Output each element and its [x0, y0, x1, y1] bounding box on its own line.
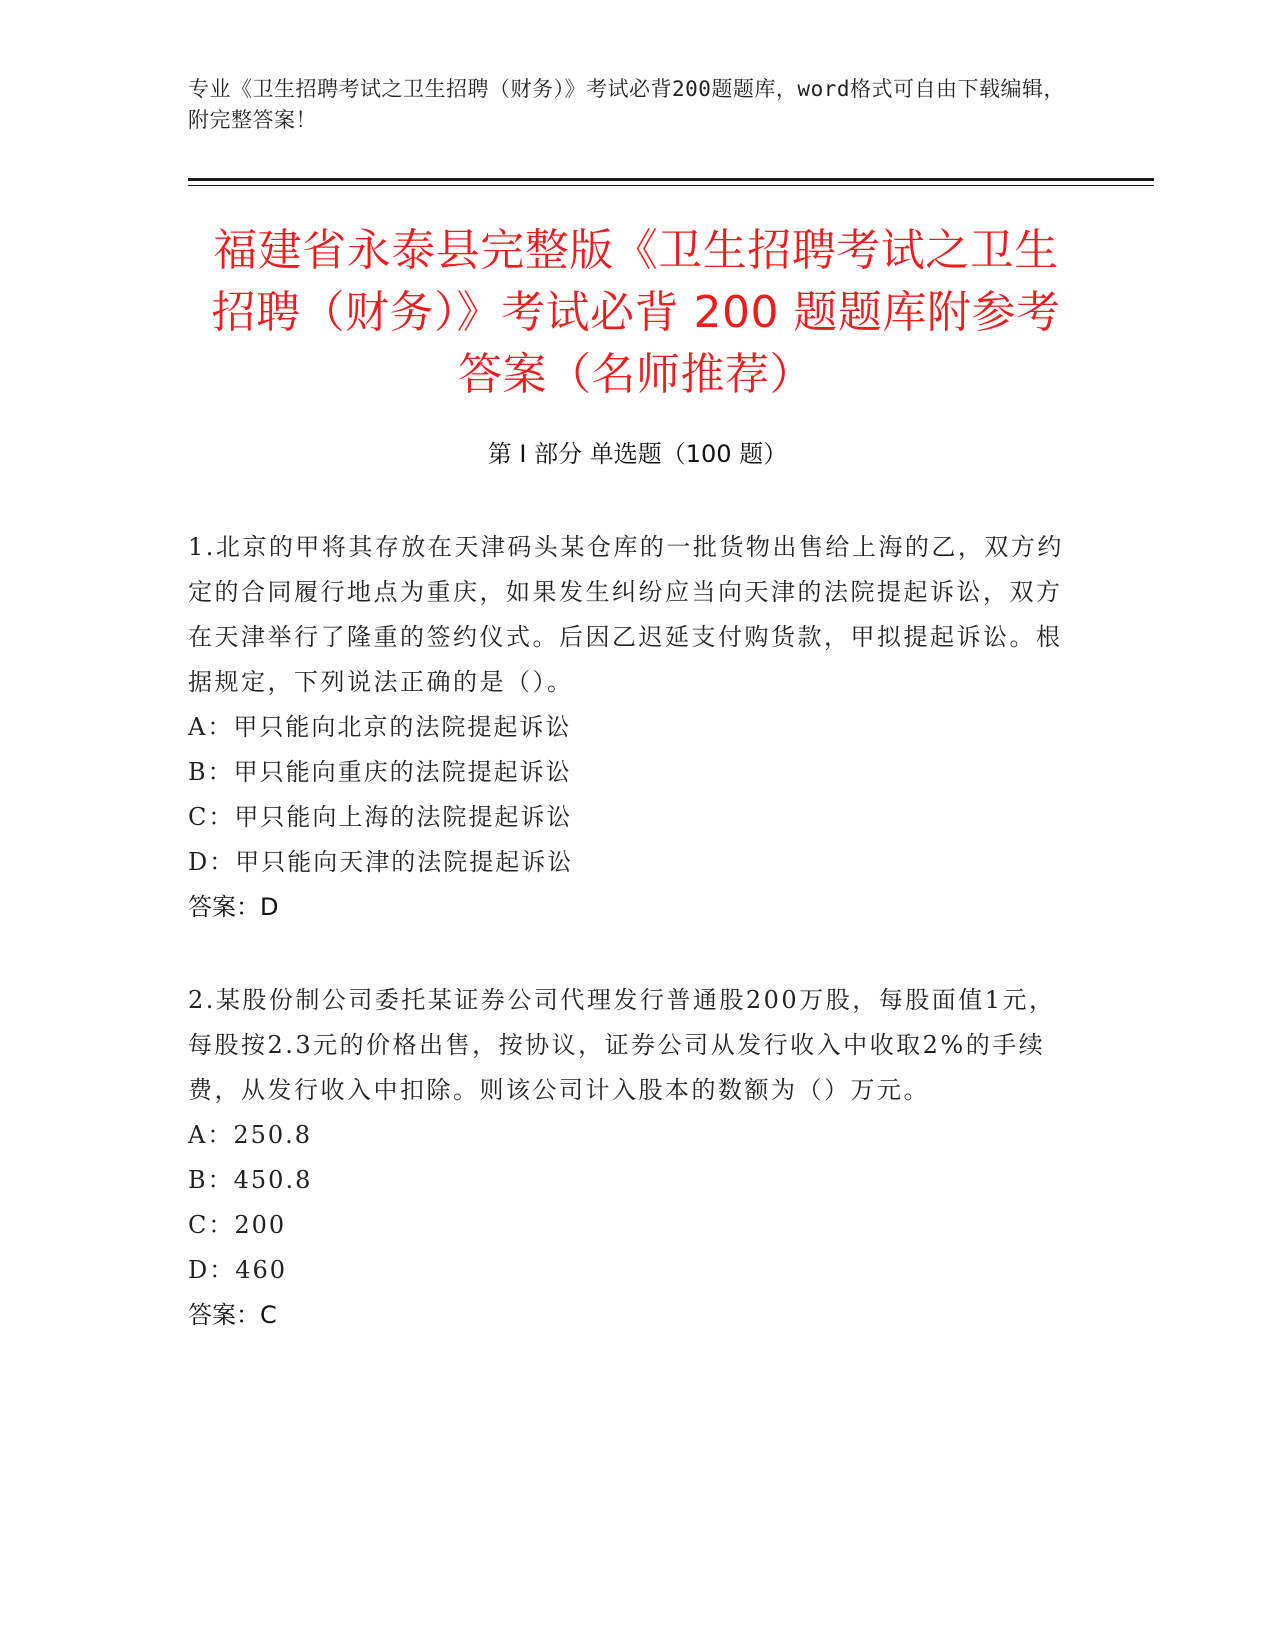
option-b: B：450.8 — [188, 1166, 313, 1194]
header-rule-thin — [188, 185, 1154, 186]
option-b: B：甲只能向重庆的法院提起诉讼 — [188, 758, 572, 786]
option-d: D：甲只能向天津的法院提起诉讼 — [188, 848, 574, 876]
question-stem: 1.北京的甲将其存放在天津码头某仓库的一批货物出售给上海的乙，双方约定的合同履行地点为重庆，如果发生纠纷应当向天津的法院提起诉讼，双方在天津举行了隆重的签约仪式。后因乙迟延支付购货款，甲拟提起诉讼。根据规定，下列说法正确的是（）。 — [188, 533, 1064, 696]
option-a: A：甲只能向北京的法院提起诉讼 — [188, 713, 572, 741]
question-1 — [188, 525, 1068, 930]
option-d: D：460 — [188, 1256, 288, 1284]
answer: 答案：C — [188, 1301, 277, 1329]
option-a: A：250.8 — [188, 1121, 313, 1149]
section-heading: 第 I 部分 单选题（100 题） — [487, 440, 788, 468]
document-title — [196, 220, 1076, 406]
option-c: C：甲只能向上海的法院提起诉讼 — [188, 803, 573, 831]
title-line-2: 招聘（财务）》考试必背 200 题题库附参考 — [211, 287, 1061, 338]
question-2 — [188, 978, 1068, 1338]
question-stem: 2.某股份制公司委托某证券公司代理发行普通股200万股，每股面值1元，每股按2.3元的价格出售，按协议，证券公司从发行收入中收取2%的手续费，从发行收入中扣除。则该公司计入股本的数额为（）万元。 — [188, 986, 1056, 1104]
title-line-3: 答案（名师推荐） — [458, 349, 814, 400]
option-c: C：200 — [188, 1211, 287, 1239]
answer: 答案：D — [188, 893, 279, 921]
header-note: 专业《卫生招聘考试之卫生招聘（财务）》考试必背200题题库，word格式可自由下载编辑，附完整答案！ — [188, 77, 1065, 132]
header-rule-thick — [188, 178, 1154, 181]
title-line-1: 福建省永泰县完整版《卫生招聘考试之卫生 — [213, 225, 1059, 276]
